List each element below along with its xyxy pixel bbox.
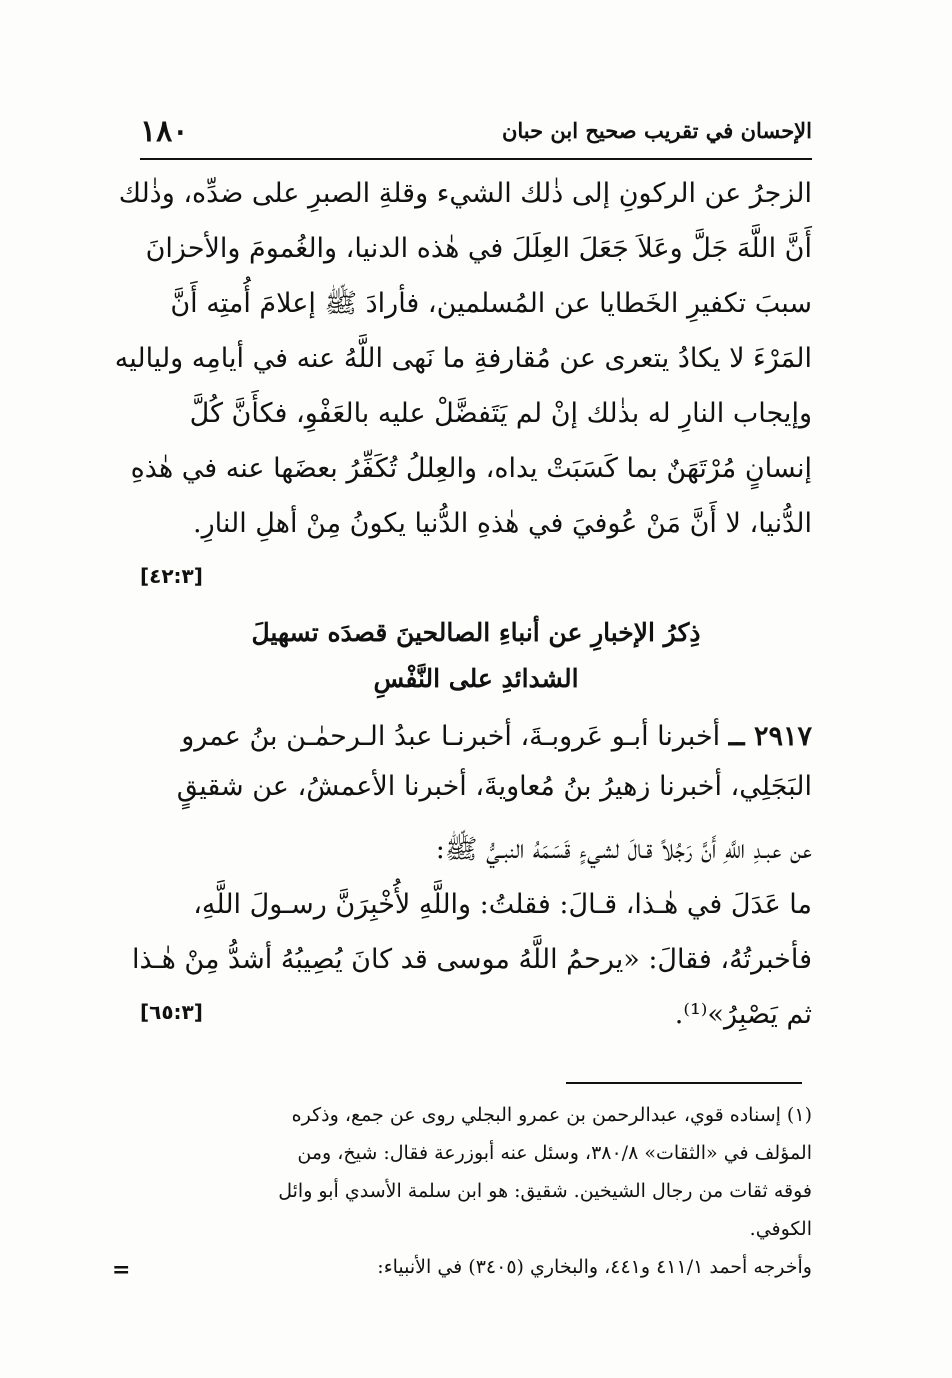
intro-paragraph: [114, 166, 812, 551]
text-line: ما عَدَلَ في هٰـذا، قـالَ: فقلتُ: واللَّهِ لأُخْبِرَنَّ رسـولَ اللَّهِ،: [193, 889, 812, 920]
chain-text: أخبرنا أبـو عَروبـةَ، أخبرنـا عبدُ الـرحمٰـن بنُ عمرو: [181, 721, 721, 752]
text-line: أَنَّ اللَّهَ جَلَّ وعَلاَ جَعَلَ العِلَلَ في هٰذه الدنيا، والغُمومَ والأحزانَ: [145, 233, 812, 264]
text-line: فأخبرتُهُ، فقالَ: «يرحمُ اللَّهُ موسى قد كانَ يُصِيبُهُ أشدُّ مِنْ هٰـذا: [132, 944, 812, 975]
chain-paragraph: [140, 712, 812, 812]
text-line: سببَ تكفيرِ الخَطايا عن المُسلمين، فأرادَ ﷺ إعلامَ أُمتِه أَنَّ: [170, 288, 812, 319]
volume-reference: [٦٥:٣]: [140, 1000, 203, 1024]
text-line: المَرْءَ لا يكادُ يتعرى عن مُقارفةِ ما نَهى اللَّهُ عنه في أيامِه ولياليه: [114, 343, 812, 374]
text-line: إنسانٍ مُرْتَهَنٌ بما كَسَبَتْ يداه، والعِللُ تُكَفِّرُ بعضَها عنه في هٰذهِ: [130, 453, 812, 484]
text-line: عن عبـدِ اللَّهِ أَنَّ رَجُلاً قـالَ لشيءٍ قَسَمَهُ النبـيُّ ﷺ:: [435, 834, 812, 865]
heading-line: الشدائدِ على النَّفْسِ: [373, 664, 579, 693]
volume-reference: [٤٢:٣]: [140, 564, 203, 588]
continuation-mark: =: [112, 1257, 131, 1283]
text-line: الدُّنيا، لا أَنَّ مَنْ عُوفيَ في هٰذهِ الدُّنيا يكونُ مِنْ أهلِ النارِ.: [192, 508, 812, 539]
page-number: ١٨٠: [140, 114, 189, 149]
text-line: البَجَلِي، أخبرنا زهيرُ بنُ مُعاويةَ، أخبرنا الأعمشُ، عن شقيقٍ: [176, 771, 812, 802]
footnote-line: (١) إسناده قوي، عبدالرحمن بن عمرو البجلي روى عن جمع، وذكره: [291, 1104, 812, 1126]
footnote-line: فوقه ثقات من رجال الشيخين. شقيق: هو ابن سلمة الأسدي أبو وائل: [278, 1180, 812, 1202]
footnotes: [140, 1096, 812, 1286]
matn-paragraph: [132, 822, 812, 1042]
text-line: ثم يَصْبِرُ»⁽¹⁾.: [674, 999, 812, 1030]
section-heading: [140, 610, 812, 702]
text-line: وإيجاب النارِ له بذٰلك إنْ لم يَتَفضَّلْ عليه بالعَفْوِ، فكأَنَّ كُلَّ: [189, 398, 812, 429]
header-rule: [140, 158, 812, 160]
text-line: [140, 712, 812, 762]
running-title: الإحسان في تقريب صحيح ابن حبان: [501, 118, 812, 143]
footnote-line: الكوفي.: [749, 1218, 812, 1240]
footnote-line: وأخرجه أحمد ٤١١/١ و٤٤١، والبخاري (٣٤٠٥) في الأنبياء:: [377, 1256, 812, 1278]
text-line: الزجرُ عن الركونِ إلى ذٰلك الشيء وقلةِ الصبرِ على ضدِّه، وذٰلك: [118, 178, 812, 209]
page-header: [140, 112, 812, 156]
footnote-rule: [566, 1082, 802, 1084]
hadith-number: ٢٩١٧ ــ: [728, 721, 812, 752]
footnote-line: المؤلف في «الثقات» ٣٨٠/٨، وسئل عنه أبوزرعة فقال: شيخ، ومن: [297, 1142, 812, 1164]
heading-line: ذِكرُ الإخبارِ عن أنباءِ الصالحينَ قصدَه تسهيلَ: [251, 618, 701, 647]
